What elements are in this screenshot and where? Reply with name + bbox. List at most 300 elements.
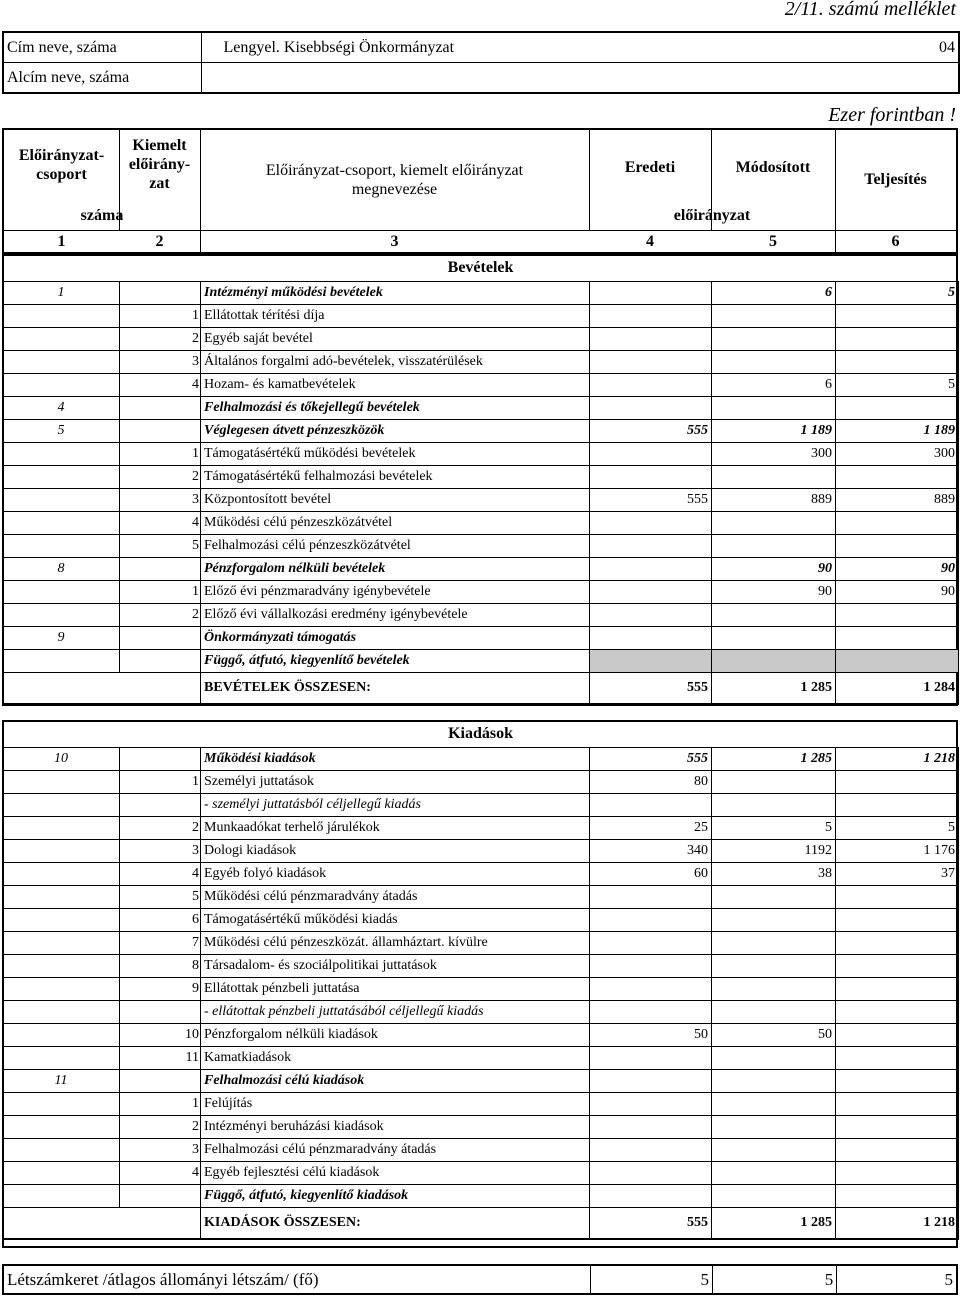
group-number: [3, 1116, 120, 1139]
featured-number: [120, 794, 201, 817]
modified-value: [712, 955, 836, 978]
featured-number: 3: [120, 351, 201, 374]
modified-value: [712, 1047, 836, 1070]
original-value: 50: [590, 1024, 712, 1047]
featured-number: 3: [120, 840, 201, 863]
group-number: [3, 1047, 120, 1070]
item-name: Támogatásértékű működési kiadás: [201, 909, 590, 932]
performance-value: [836, 1001, 959, 1024]
original-value: [590, 1139, 712, 1162]
table-row: [3, 748, 959, 771]
item-name: Általános forgalmi adó-bevételek, visszatérülések: [201, 351, 590, 374]
group-number: [3, 886, 120, 909]
table-row: [3, 558, 959, 581]
item-name: - ellátottak pénzbeli juttatásából céljellegű kiadás: [201, 1001, 590, 1024]
expense-total-row: [3, 1208, 959, 1240]
item-name: Intézményi beruházási kiadások: [201, 1116, 590, 1139]
table-row: [3, 374, 959, 397]
featured-number: [120, 748, 201, 771]
group-number: 4: [3, 397, 120, 420]
featured-number: 2: [120, 328, 201, 351]
performance-value: [836, 604, 959, 627]
performance-value: [836, 955, 959, 978]
original-value: [590, 466, 712, 489]
group-number: [3, 978, 120, 1001]
modified-value: 6: [712, 374, 836, 397]
featured-number: 4: [120, 863, 201, 886]
performance-value: [836, 351, 959, 374]
total-spacer: [3, 1208, 201, 1240]
table-row: [3, 443, 959, 466]
original-value: [590, 1001, 712, 1024]
staff-original: 5: [590, 1265, 712, 1294]
col-original-header: Eredeti: [624, 159, 676, 176]
original-value: [590, 886, 712, 909]
item-name: Függő, átfutó, kiegyenlítő bevételek: [201, 650, 590, 673]
col-num-3: 3: [390, 233, 399, 250]
featured-number: 1: [120, 581, 201, 604]
expense-section-title-row: [3, 720, 959, 748]
group-number: [3, 512, 120, 535]
col-num-2: 2: [155, 233, 164, 250]
featured-number: [120, 627, 201, 650]
col-number-header: száma: [80, 207, 124, 224]
col-group-header: Előirányzat- csoport: [18, 147, 105, 184]
group-number: [3, 932, 120, 955]
title-label: Cím neve, száma: [3, 32, 201, 63]
table-row: [3, 282, 959, 305]
performance-value: [836, 1047, 959, 1070]
group-number: [3, 443, 120, 466]
income-total-performance: 1 284: [836, 673, 959, 705]
group-number: 5: [3, 420, 120, 443]
group-number: [3, 1162, 120, 1185]
modified-value: [712, 1093, 836, 1116]
group-number: 10: [3, 748, 120, 771]
table-row: [3, 794, 959, 817]
group-number: [3, 955, 120, 978]
group-number: 8: [3, 558, 120, 581]
original-value: [590, 282, 712, 305]
modified-value: [712, 1001, 836, 1024]
col-num-1: 1: [57, 233, 66, 250]
featured-number: 8: [120, 955, 201, 978]
item-name: Felhalmozási célú pénzmaradvány átadás: [201, 1139, 590, 1162]
performance-value: 5: [836, 817, 959, 840]
table-row: [3, 627, 959, 650]
expense-total-performance: 1 218: [836, 1208, 959, 1240]
group-number: [3, 650, 120, 673]
performance-value: [836, 305, 959, 328]
modified-value: 300: [712, 443, 836, 466]
modified-value: [712, 1185, 836, 1208]
featured-number: 3: [120, 1139, 201, 1162]
title-value: Lengyel. Kisebbségi Önkormányzat: [201, 32, 833, 63]
annex-label: 2/11. számú melléklet: [784, 0, 956, 20]
featured-number: 2: [120, 604, 201, 627]
performance-value: [836, 650, 959, 673]
item-name: Pénzforgalom nélküli kiadások: [201, 1024, 590, 1047]
item-name: Önkormányzati támogatás: [201, 627, 590, 650]
modified-value: 5: [712, 817, 836, 840]
original-value: [590, 535, 712, 558]
performance-value: [836, 978, 959, 1001]
featured-number: 4: [120, 374, 201, 397]
col-appropriation-header: előirányzat: [673, 207, 751, 224]
featured-number: [120, 1070, 201, 1093]
table-row: [3, 932, 959, 955]
expense-table: [2, 720, 959, 1240]
group-number: [3, 1185, 120, 1208]
original-value: 555: [590, 748, 712, 771]
staff-label: Létszámkeret /átlagos állományi létszám/ (fő): [7, 1270, 319, 1289]
item-name: Pénzforgalom nélküli bevételek: [201, 558, 590, 581]
original-value: [590, 328, 712, 351]
expense-total-modified: 1 285: [712, 1208, 836, 1240]
modified-value: [712, 604, 836, 627]
table-row: [3, 1116, 959, 1139]
original-value: [590, 374, 712, 397]
modified-value: 1192: [712, 840, 836, 863]
modified-value: [712, 627, 836, 650]
performance-value: 5: [836, 374, 959, 397]
performance-value: [836, 512, 959, 535]
item-name: Felhalmozási célú pénzeszközátvétel: [201, 535, 590, 558]
item-name: Egyéb fejlesztési célú kiadások: [201, 1162, 590, 1185]
group-number: [3, 305, 120, 328]
table-row: [3, 397, 959, 420]
expense-section-title: Kiadások: [3, 720, 959, 748]
performance-value: 1 218: [836, 748, 959, 771]
group-number: [3, 535, 120, 558]
table-row: [3, 535, 959, 558]
item-name: Véglegesen átvett pénzeszközök: [201, 420, 590, 443]
original-value: 340: [590, 840, 712, 863]
item-name: Támogatásértékű működési bevételek: [201, 443, 590, 466]
performance-value: [836, 771, 959, 794]
income-section-title-row: [3, 254, 959, 282]
income-table: [2, 254, 959, 705]
modified-value: [712, 1162, 836, 1185]
item-name: Társadalom- és szociálpolitikai juttatások: [201, 955, 590, 978]
title-code: 04: [833, 32, 959, 63]
original-value: [590, 627, 712, 650]
table-row: [3, 909, 959, 932]
original-value: [590, 978, 712, 1001]
table-row: [3, 771, 959, 794]
table-row: [3, 581, 959, 604]
income-section-title: Bevételek: [3, 254, 959, 282]
table-row: [3, 466, 959, 489]
modified-value: [712, 650, 836, 673]
col-num-6: 6: [891, 233, 900, 250]
table-row: [3, 489, 959, 512]
item-name: Ellátottak pénzbeli juttatása: [201, 978, 590, 1001]
featured-number: 10: [120, 1024, 201, 1047]
header-table: [2, 31, 960, 94]
item-name: Működési kiadások: [201, 748, 590, 771]
performance-value: 90: [836, 558, 959, 581]
group-number: 1: [3, 282, 120, 305]
original-value: [590, 1070, 712, 1093]
performance-value: [836, 1139, 959, 1162]
performance-value: [836, 1070, 959, 1093]
modified-value: [712, 1070, 836, 1093]
table-row: [3, 1093, 959, 1116]
staff-table: [2, 1264, 958, 1295]
item-name: Előző évi vállalkozási eredmény igénybevétele: [201, 604, 590, 627]
table-row: [3, 604, 959, 627]
original-value: 25: [590, 817, 712, 840]
modified-value: [712, 1116, 836, 1139]
original-value: [590, 305, 712, 328]
performance-value: 90: [836, 581, 959, 604]
performance-value: 5: [836, 282, 959, 305]
featured-number: 3: [120, 489, 201, 512]
featured-number: 2: [120, 466, 201, 489]
item-name: Felhalmozási célú kiadások: [201, 1070, 590, 1093]
modified-value: [712, 351, 836, 374]
group-number: [3, 1093, 120, 1116]
performance-value: [836, 794, 959, 817]
featured-number: 1: [120, 305, 201, 328]
group-number: [3, 351, 120, 374]
modified-value: [712, 535, 836, 558]
featured-number: 4: [120, 512, 201, 535]
original-value: [590, 1116, 712, 1139]
modified-value: 1 285: [712, 748, 836, 771]
table-row: [3, 817, 959, 840]
performance-value: [836, 1093, 959, 1116]
modified-value: [712, 771, 836, 794]
table-row: [3, 328, 959, 351]
table-row: [3, 1162, 959, 1185]
item-name: Dologi kiadások: [201, 840, 590, 863]
original-value: [590, 581, 712, 604]
col-modified-header: Módosított: [735, 159, 811, 176]
original-value: [590, 1093, 712, 1116]
group-number: [3, 771, 120, 794]
performance-value: [836, 397, 959, 420]
item-name: Kamatkiadások: [201, 1047, 590, 1070]
item-name: Munkaadókat terhelő járulékok: [201, 817, 590, 840]
performance-value: 889: [836, 489, 959, 512]
original-value: [590, 443, 712, 466]
table-row: [3, 1001, 959, 1024]
table-row: [3, 1024, 959, 1047]
featured-number: 6: [120, 909, 201, 932]
featured-number: 5: [120, 535, 201, 558]
table-row: [3, 955, 959, 978]
table-row: [3, 420, 959, 443]
item-name: Egyéb saját bevétel: [201, 328, 590, 351]
col-featured-header: Kiemelt előirány- zat: [128, 137, 191, 193]
featured-number: 1: [120, 1093, 201, 1116]
featured-number: 4: [120, 1162, 201, 1185]
item-name: Központosított bevétel: [201, 489, 590, 512]
modified-value: [712, 794, 836, 817]
featured-number: 5: [120, 886, 201, 909]
item-name: Hozam- és kamatbevételek: [201, 374, 590, 397]
table-row: [3, 1070, 959, 1093]
group-number: [3, 817, 120, 840]
item-name: - személyi juttatásból céljellegű kiadás: [201, 794, 590, 817]
col-num-4: 4: [646, 233, 654, 250]
subtitle-value: [201, 63, 959, 94]
featured-number: 9: [120, 978, 201, 1001]
featured-number: 2: [120, 817, 201, 840]
modified-value: 1 189: [712, 420, 836, 443]
original-value: [590, 1047, 712, 1070]
group-number: [3, 328, 120, 351]
table-row: [3, 840, 959, 863]
staff-row: [3, 1265, 957, 1294]
item-name: Felhalmozási és tőkejellegű bevételek: [201, 397, 590, 420]
item-name: Személyi juttatások: [201, 771, 590, 794]
performance-value: [836, 932, 959, 955]
group-number: [3, 466, 120, 489]
item-name: Működési célú pénzeszközátvétel: [201, 512, 590, 535]
modified-value: [712, 305, 836, 328]
item-name: Függő, átfutó, kiegyenlítő kiadások: [201, 1185, 590, 1208]
featured-number: 7: [120, 932, 201, 955]
original-value: [590, 909, 712, 932]
group-number: 11: [3, 1070, 120, 1093]
group-number: [3, 374, 120, 397]
modified-value: 6: [712, 282, 836, 305]
performance-value: [836, 886, 959, 909]
group-number: [3, 1024, 120, 1047]
table-row: [3, 305, 959, 328]
featured-number: [120, 1001, 201, 1024]
group-number: [3, 604, 120, 627]
original-value: [590, 932, 712, 955]
original-value: 555: [590, 489, 712, 512]
performance-value: 1 189: [836, 420, 959, 443]
table-row: [3, 863, 959, 886]
featured-number: 1: [120, 443, 201, 466]
item-name: Előző évi pénzmaradvány igénybevétele: [201, 581, 590, 604]
income-total-label: BEVÉTELEK ÖSSZESEN:: [201, 673, 590, 705]
group-number: [3, 581, 120, 604]
unit-note: Ezer forintban !: [828, 104, 956, 126]
group-number: [3, 909, 120, 932]
item-name: Ellátottak térítési díja: [201, 305, 590, 328]
staff-performance: 5: [837, 1265, 957, 1294]
original-value: 80: [590, 771, 712, 794]
performance-value: [836, 627, 959, 650]
item-name: Működési célú pénzmaradvány átadás: [201, 886, 590, 909]
original-value: [590, 794, 712, 817]
performance-value: 1 176: [836, 840, 959, 863]
performance-value: [836, 909, 959, 932]
original-value: 555: [590, 420, 712, 443]
modified-value: [712, 978, 836, 1001]
featured-number: [120, 420, 201, 443]
performance-value: [836, 535, 959, 558]
group-number: [3, 1139, 120, 1162]
modified-value: [712, 397, 836, 420]
group-number: [3, 489, 120, 512]
modified-value: 90: [712, 581, 836, 604]
featured-number: 11: [120, 1047, 201, 1070]
original-value: [590, 955, 712, 978]
original-value: [590, 1162, 712, 1185]
performance-value: [836, 328, 959, 351]
table-row: [3, 886, 959, 909]
original-value: [590, 397, 712, 420]
featured-number: [120, 1185, 201, 1208]
modified-value: [712, 886, 836, 909]
subtitle-row: [3, 63, 959, 94]
expense-total-original: 555: [590, 1208, 712, 1240]
original-value: 60: [590, 863, 712, 886]
performance-value: [836, 1116, 959, 1139]
featured-number: [120, 282, 201, 305]
item-name: Működési célú pénzeszközát. államháztart. kívülre: [201, 932, 590, 955]
table-row: [3, 1139, 959, 1162]
group-number: 9: [3, 627, 120, 650]
featured-number: 1: [120, 771, 201, 794]
table-row: [3, 1185, 959, 1208]
income-total-original: 555: [590, 673, 712, 705]
col-name-header: Előirányzat-csoport, kiemelt előirányzat megnevezése: [265, 162, 524, 199]
modified-value: 889: [712, 489, 836, 512]
col-num-5: 5: [769, 233, 777, 250]
title-row: [3, 32, 959, 63]
item-name: Egyéb folyó kiadások: [201, 863, 590, 886]
modified-value: 38: [712, 863, 836, 886]
modified-value: [712, 328, 836, 351]
income-total-modified: 1 285: [712, 673, 836, 705]
group-number: [3, 1001, 120, 1024]
modified-value: 50: [712, 1024, 836, 1047]
total-spacer: [3, 673, 201, 705]
item-name: Felújítás: [201, 1093, 590, 1116]
group-number: [3, 840, 120, 863]
original-value: [590, 351, 712, 374]
original-value: [590, 512, 712, 535]
modified-value: 90: [712, 558, 836, 581]
modified-value: [712, 932, 836, 955]
expense-total-label: KIADÁSOK ÖSSZESEN:: [201, 1208, 590, 1240]
modified-value: [712, 1139, 836, 1162]
original-value: [590, 650, 712, 673]
group-number: [3, 863, 120, 886]
original-value: [590, 558, 712, 581]
item-name: Támogatásértékű felhalmozási bevételek: [201, 466, 590, 489]
performance-value: [836, 1024, 959, 1047]
subtitle-label: Alcím neve, száma: [3, 63, 201, 94]
item-name: Intézményi működési bevételek: [201, 282, 590, 305]
featured-number: 2: [120, 1116, 201, 1139]
staff-modified: 5: [712, 1265, 836, 1294]
table-row: [3, 650, 959, 673]
performance-value: [836, 466, 959, 489]
modified-value: [712, 909, 836, 932]
income-total-row: [3, 673, 959, 705]
table-row: [3, 351, 959, 374]
performance-value: [836, 1162, 959, 1185]
col-performance-header: Teljesítés: [864, 171, 927, 188]
featured-number: [120, 558, 201, 581]
performance-value: 300: [836, 443, 959, 466]
original-value: [590, 604, 712, 627]
featured-number: [120, 397, 201, 420]
table-row: [3, 1047, 959, 1070]
performance-value: 37: [836, 863, 959, 886]
column-header: [2, 128, 958, 254]
